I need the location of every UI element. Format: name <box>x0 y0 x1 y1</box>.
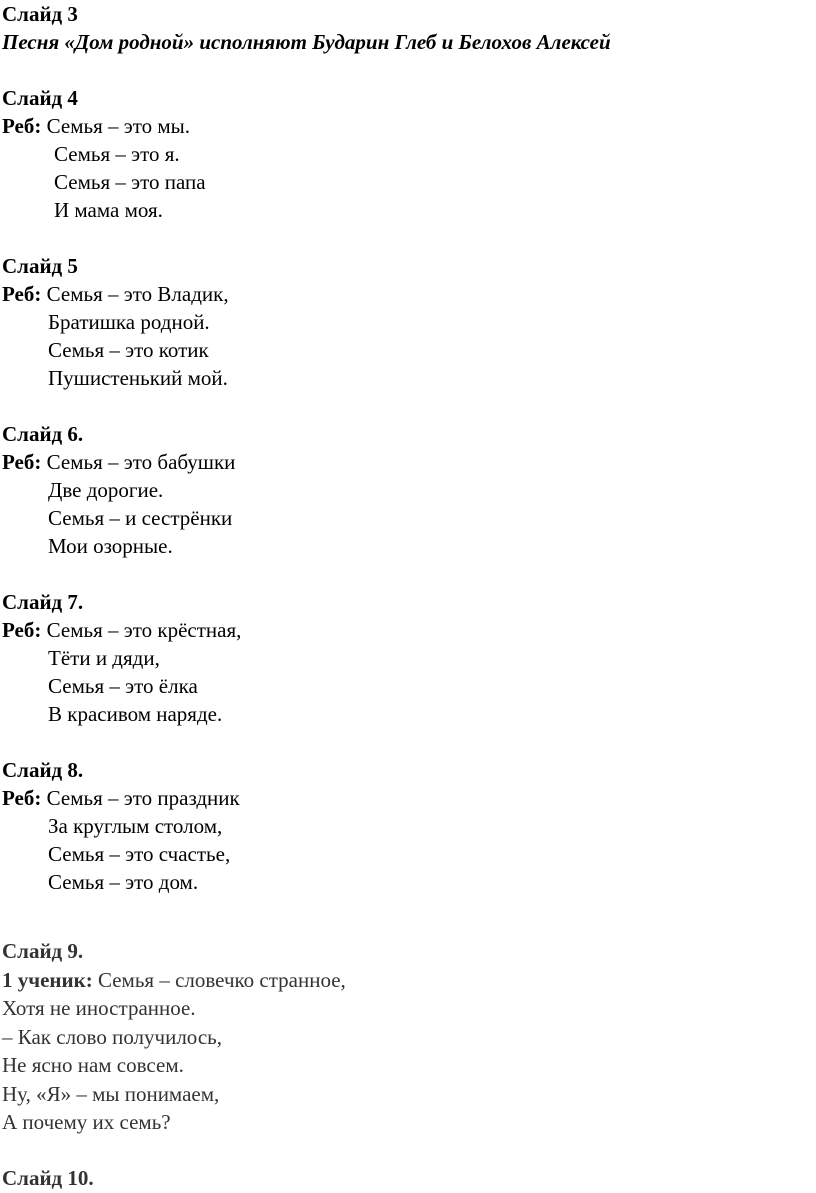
verse-line: Семья – это бабушки <box>46 450 236 474</box>
verse-line: Тёти и дяди, <box>48 646 160 670</box>
slide-4-speaker: Реб: <box>2 114 42 138</box>
slide-8-heading: Слайд 8. <box>2 758 84 782</box>
slide-9-heading: Слайд 9. <box>2 939 84 963</box>
slide-5-heading: Слайд 5 <box>2 254 78 278</box>
verse-line: Ну, «Я» – мы понимаем, <box>2 1082 220 1106</box>
verse-line: Семья – и сестрёнки <box>48 506 233 530</box>
slide-5-line-1 <box>2 280 229 308</box>
verse-line: Семья – это крёстная, <box>46 618 242 642</box>
verse-line: Не ясно нам совсем. <box>2 1053 184 1077</box>
verse-line: Семья – словечко странное, <box>97 968 346 992</box>
slide-3-heading: Слайд 3 <box>2 2 78 26</box>
verse-line: Семья – это ёлка <box>48 674 198 698</box>
verse-line: Братишка родной. <box>48 310 210 334</box>
verse-line: В красивом наряде. <box>48 702 223 726</box>
slide-7-heading: Слайд 7. <box>2 590 84 614</box>
slide-8-speaker: Реб: <box>2 786 42 810</box>
verse-line: Семья – это счастье, <box>48 842 231 866</box>
verse-line: Семья – это я. <box>54 142 180 166</box>
verse-line: Семья – это дом. <box>48 870 199 894</box>
slide-4-heading: Слайд 4 <box>2 86 78 110</box>
slide-5-speaker: Реб: <box>2 282 42 306</box>
verse-line: Две дорогие. <box>48 478 164 502</box>
verse-line: Семья – это мы. <box>46 114 191 138</box>
verse-line: Пушистенький мой. <box>48 366 228 390</box>
verse-line: И мама моя. <box>54 198 163 222</box>
verse-line: Хотя не иностранное. <box>2 996 196 1020</box>
verse-line: За круглым столом, <box>48 814 223 838</box>
slide-8-line-1 <box>2 784 240 812</box>
verse-line: Семья – это праздник <box>46 786 240 810</box>
verse-line: Семья – это котик <box>48 338 209 362</box>
slide-4-line-1 <box>2 112 190 140</box>
slide-6-speaker: Реб: <box>2 450 42 474</box>
slide-10-heading: Слайд 10. <box>2 1166 94 1190</box>
slide-7-line-1 <box>2 616 241 644</box>
slide-9-speaker: 1 ученик: <box>2 968 93 992</box>
slide-7-speaker: Реб: <box>2 618 42 642</box>
slide-3-subtitle: Песня «Дом родной» исполняют Бударин Глеб и Белохов Алексей <box>2 30 611 54</box>
verse-line: Мои озорные. <box>48 534 173 558</box>
verse-line: Семья – это папа <box>54 170 206 194</box>
slide-9-line-1 <box>2 966 346 994</box>
verse-line: – Как слово получилось, <box>2 1025 222 1049</box>
verse-line: Семья – это Владик, <box>46 282 229 306</box>
slide-6-line-1 <box>2 448 235 476</box>
verse-line: А почему их семь? <box>2 1110 171 1134</box>
slide-6-heading: Слайд 6. <box>2 422 84 446</box>
